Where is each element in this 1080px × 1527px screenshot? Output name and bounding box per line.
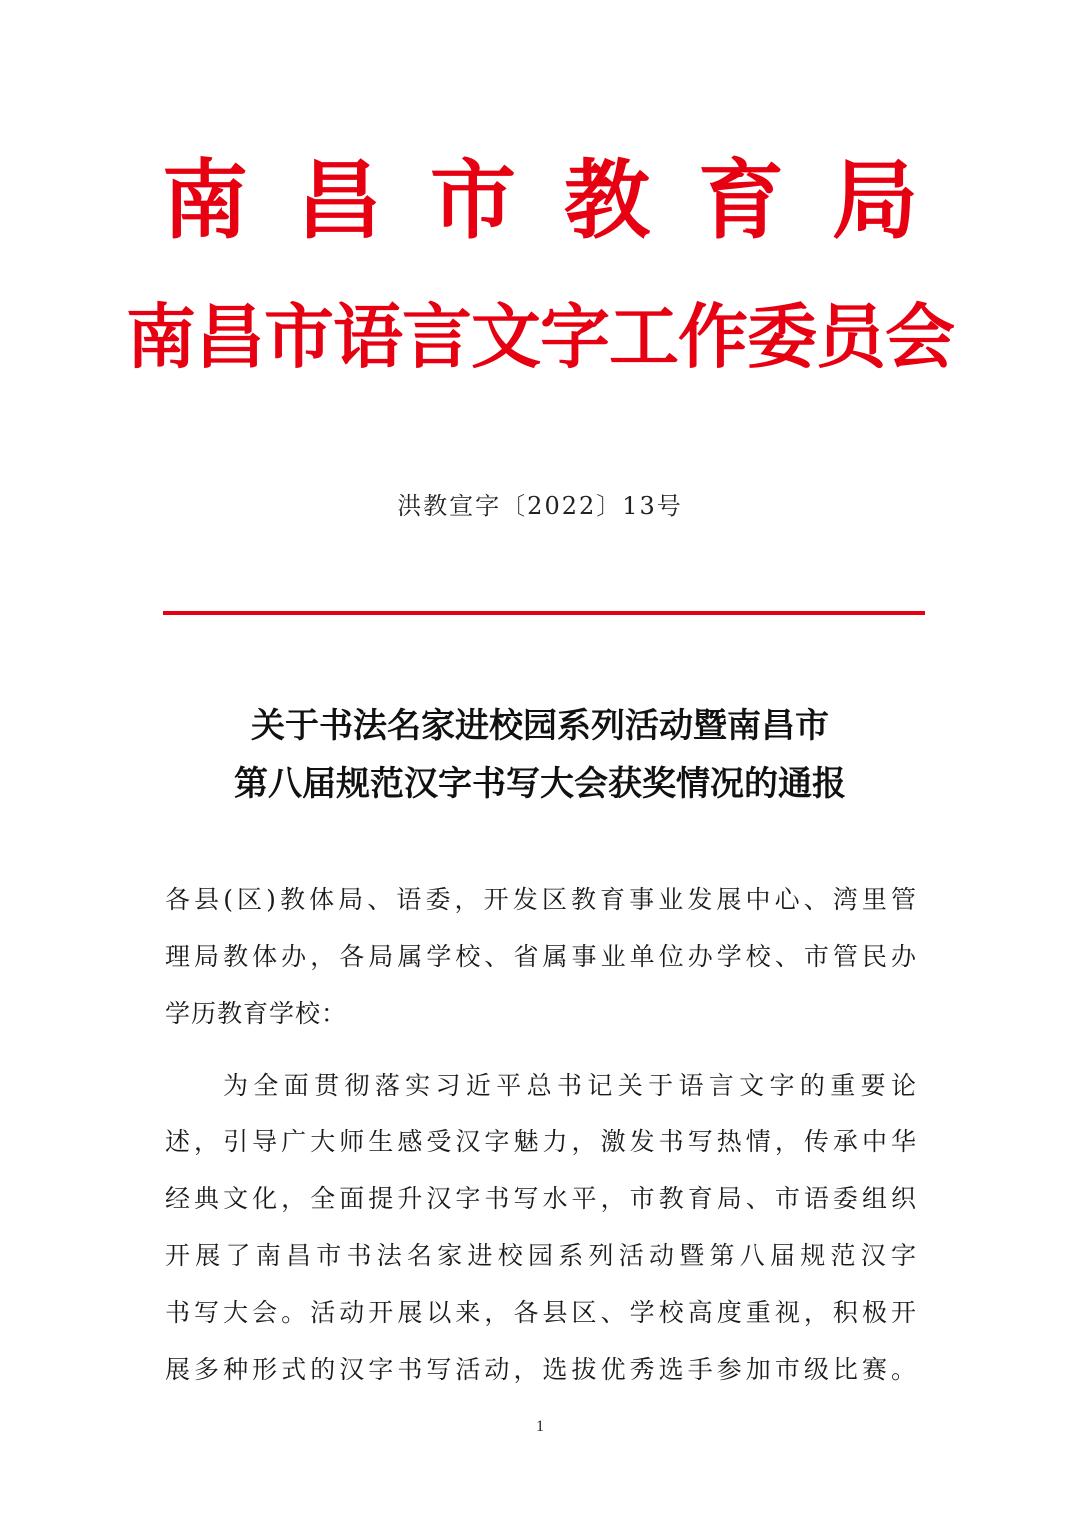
issuer-name-language-committee: 南昌市语言文字工作委员会 xyxy=(126,295,954,378)
document-title-line-2: 第八届规范汉字书写大会获奖情况的通报 xyxy=(234,764,846,804)
paragraph-line: 述，引导广大师生感受汉字魅力，激发书写热情，传承中华 xyxy=(165,1127,917,1156)
issuer-name-education-bureau: 南昌市教育局 xyxy=(162,150,966,251)
page-number: 1 xyxy=(536,1418,544,1435)
paragraph-line: 经典文化，全面提升汉字书写水平，市教育局、市语委组织 xyxy=(165,1184,917,1213)
recipients-line: 学历教育学校： xyxy=(165,999,348,1028)
paragraph-line: 展多种形式的汉字书写活动，选拔优秀选手参加市级比赛。 xyxy=(165,1355,917,1384)
recipients-line: 理局教体办，各局属学校、省属事业单位办学校、市管民办 xyxy=(165,942,917,971)
red-divider-line xyxy=(163,611,925,615)
document-number: 洪教宣字〔2022〕13号 xyxy=(397,492,683,520)
paragraph-line: 为全面贯彻落实习近平总书记关于语言文字的重要论 xyxy=(223,1071,917,1100)
paragraph-line: 书写大会。活动开展以来，各县区、学校高度重视，积极开 xyxy=(165,1298,917,1327)
paragraph-line: 开展了南昌市书法名家进校园系列活动暨第八届规范汉字 xyxy=(165,1241,917,1270)
recipients-line: 各县(区)教体局、语委，开发区教育事业发展中心、湾里管 xyxy=(165,885,917,914)
document-title-line-1: 关于书法名家进校园系列活动暨南昌市 xyxy=(251,706,829,746)
